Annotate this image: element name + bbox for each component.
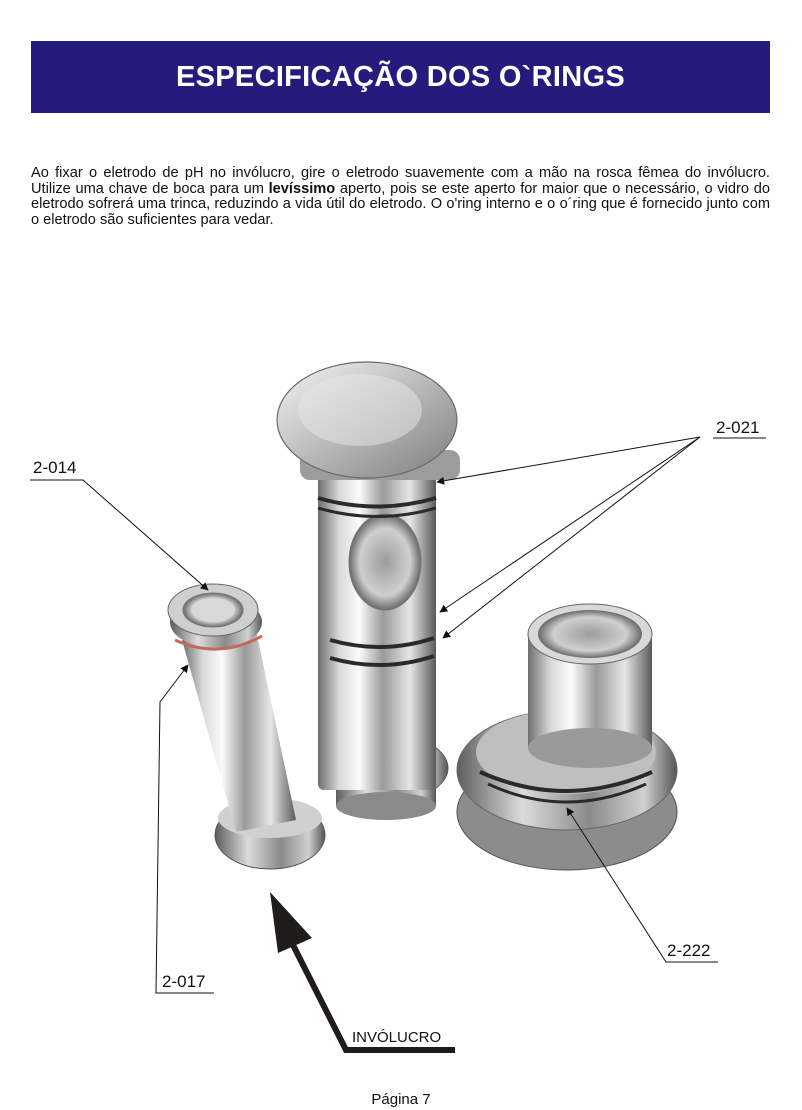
page-title: ESPECIFICAÇÃO DOS O`RINGS <box>176 60 625 93</box>
label-housing: INVÓLUCRO <box>352 1029 442 1046</box>
page-number: Página 7 <box>371 1091 431 1108</box>
label-2-021: 2-021 <box>716 418 760 437</box>
central-housing <box>277 362 460 820</box>
intro-text-part2: aperto, pois se este aperto for maior que o necessário, o vidro do eletrodo sofrerá uma trinca, reduzindo a vida útil do eletrodo. O o'ring interno e o o´ring que é fornecido junto com o eletrodo são suficientes para vedar. <box>31 180 770 228</box>
intro-bold-word: levíssimo <box>268 180 336 197</box>
label-2-017: 2-017 <box>162 972 206 991</box>
label-2-014: 2-014 <box>33 458 77 477</box>
left-tube <box>168 584 325 869</box>
intro-text-part1: Ao fixar o eletrodo de pH no invólucro, gire o eletrodo suavemente com a mão na rosca fêmea do invólucro. Utilize uma chave de boca para um <box>31 165 770 197</box>
housing-arrow <box>270 892 455 1050</box>
label-2-222: 2-222 <box>667 941 711 960</box>
right-cap <box>457 604 677 870</box>
